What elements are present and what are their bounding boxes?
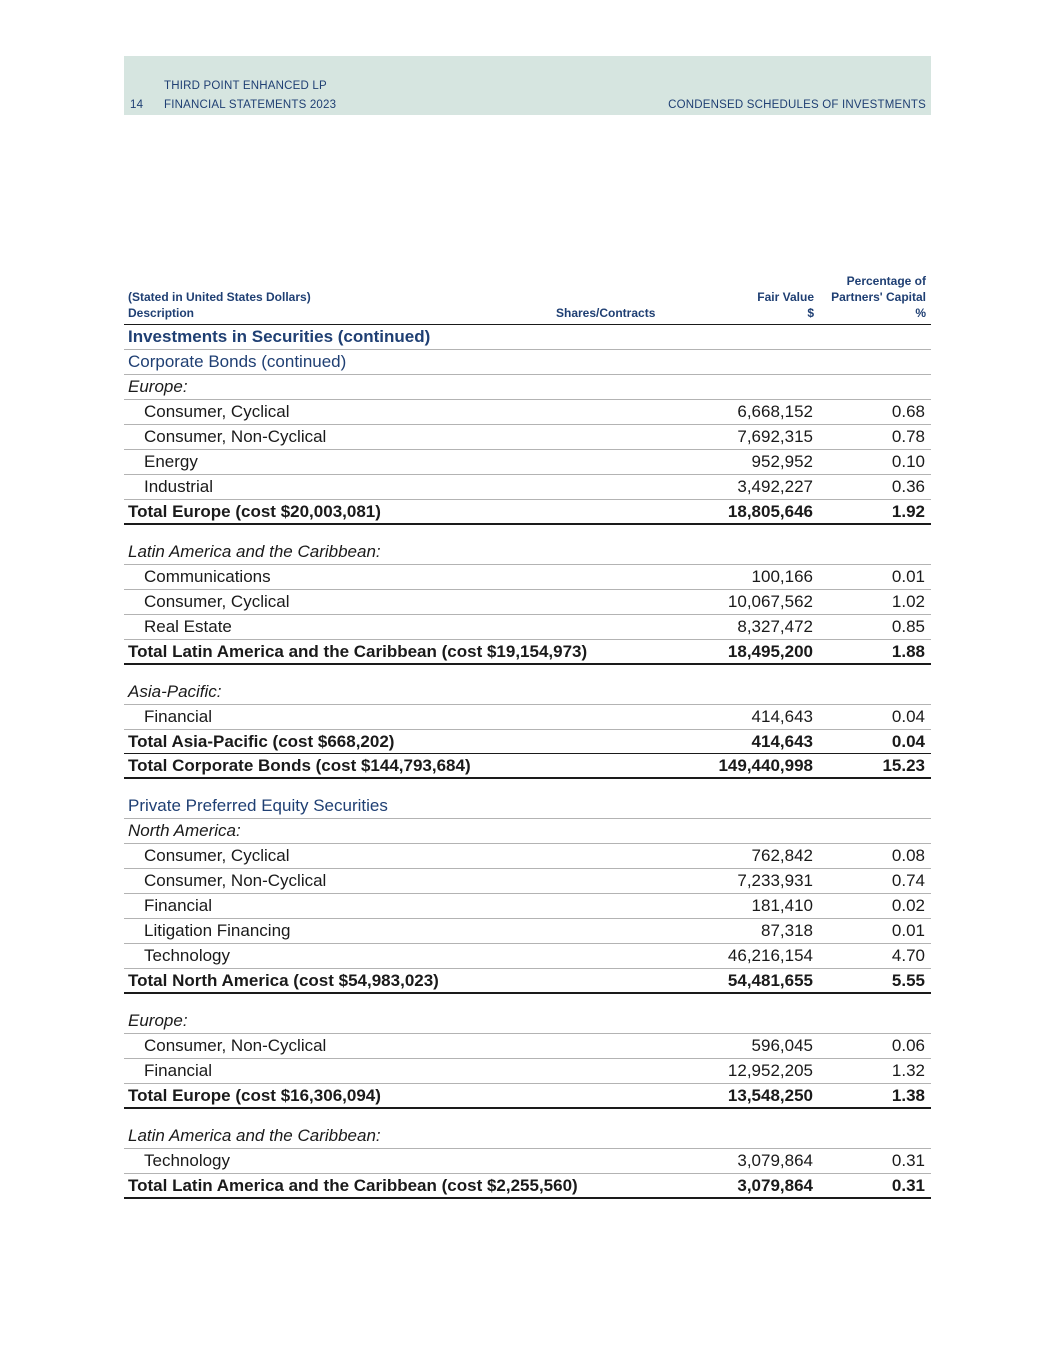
row-description: Investments in Securities (continued) bbox=[128, 327, 431, 346]
fair-value: 87,318 bbox=[761, 921, 813, 940]
fair-value: 46,216,154 bbox=[727, 946, 813, 965]
percent-capital: 0.31 bbox=[891, 1176, 925, 1195]
table-row bbox=[124, 894, 931, 919]
table-row bbox=[124, 1059, 931, 1084]
table-row bbox=[124, 1034, 931, 1059]
percent-capital: 1.38 bbox=[891, 1086, 925, 1105]
row-description: Total North America (cost $54,983,023) bbox=[128, 971, 439, 990]
total-row bbox=[124, 640, 931, 665]
row-description: Latin America and the Caribbean: bbox=[128, 542, 381, 561]
fair-value: 8,327,472 bbox=[737, 617, 813, 636]
percent-capital: 0.68 bbox=[891, 402, 925, 421]
percent-capital: 0.31 bbox=[891, 1151, 925, 1170]
region-heading bbox=[124, 375, 931, 400]
currency-note: (Stated in United States Dollars) bbox=[128, 290, 311, 304]
company-name: THIRD POINT ENHANCED LP bbox=[164, 80, 327, 92]
total-row bbox=[124, 500, 931, 525]
region-heading bbox=[124, 1124, 931, 1149]
investments-table bbox=[124, 270, 931, 1199]
row-description: Litigation Financing bbox=[144, 921, 291, 940]
spacer bbox=[124, 1109, 931, 1124]
percent-capital: 5.55 bbox=[891, 971, 925, 990]
fair-value: 18,495,200 bbox=[727, 642, 813, 661]
table-row bbox=[124, 425, 931, 450]
row-description: Total Europe (cost $20,003,081) bbox=[128, 502, 381, 521]
column-headers bbox=[124, 270, 931, 325]
fair-value: 18,805,646 bbox=[727, 502, 813, 521]
percentage-header-line1: Percentage of bbox=[846, 274, 926, 288]
description-header: Description bbox=[128, 306, 195, 320]
row-description: Energy bbox=[144, 452, 198, 471]
row-description: Total Asia-Pacific (cost $668,202) bbox=[128, 732, 395, 751]
fair-value: 54,481,655 bbox=[727, 971, 813, 990]
fair-value: 13,548,250 bbox=[727, 1086, 813, 1105]
row-description: Communications bbox=[144, 567, 271, 586]
percent-capital: 0.74 bbox=[891, 871, 925, 890]
category-heading bbox=[124, 794, 931, 819]
section-title: CONDENSED SCHEDULES OF INVESTMENTS bbox=[668, 99, 926, 111]
section-heading bbox=[124, 325, 931, 350]
row-description: Technology bbox=[144, 1151, 231, 1170]
row-description: Consumer, Cyclical bbox=[144, 402, 290, 421]
fair-value: 7,692,315 bbox=[737, 427, 813, 446]
fair-value: 10,067,562 bbox=[727, 592, 813, 611]
row-description: Asia-Pacific: bbox=[128, 682, 222, 701]
percent-capital: 0.85 bbox=[891, 617, 925, 636]
fair-value: 762,842 bbox=[751, 846, 813, 865]
region-heading bbox=[124, 540, 931, 565]
row-description: Technology bbox=[144, 946, 231, 965]
table-row bbox=[124, 944, 931, 969]
fair-value: 12,952,205 bbox=[727, 1061, 813, 1080]
row-description: Total Latin America and the Caribbean (cost $19,154,973) bbox=[128, 642, 588, 661]
percent-capital: 1.92 bbox=[891, 502, 925, 521]
table-row bbox=[124, 705, 931, 730]
table-row bbox=[124, 1149, 931, 1174]
row-description: Consumer, Non-Cyclical bbox=[144, 871, 327, 890]
percent-capital: 0.78 bbox=[891, 427, 925, 446]
row-description: Latin America and the Caribbean: bbox=[128, 1126, 381, 1145]
row-description: Europe: bbox=[128, 377, 188, 396]
row-description: Corporate Bonds (continued) bbox=[128, 352, 347, 371]
row-description: Consumer, Cyclical bbox=[144, 846, 290, 865]
percent-capital: 0.04 bbox=[891, 732, 925, 751]
fair-value: 6,668,152 bbox=[737, 402, 813, 421]
percent-capital: 4.70 bbox=[891, 946, 925, 965]
table-row bbox=[124, 450, 931, 475]
table-row bbox=[124, 400, 931, 425]
row-description: Financial bbox=[144, 707, 213, 726]
grand-total-row bbox=[124, 754, 931, 779]
row-description: Consumer, Non-Cyclical bbox=[144, 427, 327, 446]
row-description: Europe: bbox=[128, 1011, 188, 1030]
percent-capital: 0.01 bbox=[891, 567, 925, 586]
fair-value: 3,492,227 bbox=[737, 477, 813, 496]
shares-header: Shares/Contracts bbox=[556, 306, 656, 320]
page-header bbox=[124, 56, 931, 115]
spacer bbox=[124, 525, 931, 540]
spacer bbox=[124, 994, 931, 1009]
fair-value: 414,643 bbox=[751, 732, 813, 751]
fair-value: 7,233,931 bbox=[737, 871, 813, 890]
table-row bbox=[124, 869, 931, 894]
row-description: Total Latin America and the Caribbean (cost $2,255,560) bbox=[128, 1176, 578, 1195]
percentage-unit: % bbox=[915, 306, 926, 320]
percent-capital: 0.06 bbox=[891, 1036, 925, 1055]
percentage-header-line2: Partners' Capital bbox=[831, 290, 926, 304]
row-description: Real Estate bbox=[144, 617, 232, 636]
total-row bbox=[124, 1174, 931, 1199]
percent-capital: 1.02 bbox=[891, 592, 925, 611]
fair-value: 414,643 bbox=[751, 707, 813, 726]
percent-capital: 0.04 bbox=[891, 707, 925, 726]
table-row bbox=[124, 919, 931, 944]
total-row bbox=[124, 969, 931, 994]
table-row bbox=[124, 615, 931, 640]
row-description: Total Europe (cost $16,306,094) bbox=[128, 1086, 381, 1105]
total-row bbox=[124, 1084, 931, 1109]
fair-value: 952,952 bbox=[751, 452, 813, 471]
fair-value-unit: $ bbox=[807, 306, 814, 320]
row-description: Financial bbox=[144, 1061, 213, 1080]
region-heading bbox=[124, 1009, 931, 1034]
percent-capital: 0.10 bbox=[891, 452, 925, 471]
fair-value: 3,079,864 bbox=[737, 1176, 813, 1195]
percent-capital: 1.32 bbox=[891, 1061, 925, 1080]
percent-capital: 0.01 bbox=[891, 921, 925, 940]
fair-value: 3,079,864 bbox=[737, 1151, 813, 1170]
total-row bbox=[124, 730, 931, 754]
percent-capital: 0.08 bbox=[891, 846, 925, 865]
region-heading bbox=[124, 680, 931, 705]
spacer bbox=[124, 779, 931, 794]
table-row bbox=[124, 844, 931, 869]
region-heading bbox=[124, 819, 931, 844]
page-number: 14 bbox=[130, 99, 144, 111]
row-description: Consumer, Cyclical bbox=[144, 592, 290, 611]
percent-capital: 0.36 bbox=[891, 477, 925, 496]
statement-title: FINANCIAL STATEMENTS 2023 bbox=[164, 99, 337, 111]
fair-value: 149,440,998 bbox=[718, 756, 813, 775]
row-description: Total Corporate Bonds (cost $144,793,684) bbox=[128, 756, 471, 775]
category-heading bbox=[124, 350, 931, 375]
table-row bbox=[124, 475, 931, 500]
table-row bbox=[124, 590, 931, 615]
spacer bbox=[124, 665, 931, 680]
table-row bbox=[124, 565, 931, 590]
row-description: Consumer, Non-Cyclical bbox=[144, 1036, 327, 1055]
row-description: Private Preferred Equity Securities bbox=[128, 796, 388, 815]
percent-capital: 1.88 bbox=[891, 642, 925, 661]
fair-value: 100,166 bbox=[751, 567, 813, 586]
row-description: North America: bbox=[128, 821, 241, 840]
percent-capital: 15.23 bbox=[882, 756, 925, 775]
fair-value: 181,410 bbox=[751, 896, 813, 915]
fair-value: 596,045 bbox=[751, 1036, 813, 1055]
row-description: Financial bbox=[144, 896, 213, 915]
fair-value-header: Fair Value bbox=[757, 290, 814, 304]
row-description: Industrial bbox=[144, 477, 213, 496]
percent-capital: 0.02 bbox=[891, 896, 925, 915]
